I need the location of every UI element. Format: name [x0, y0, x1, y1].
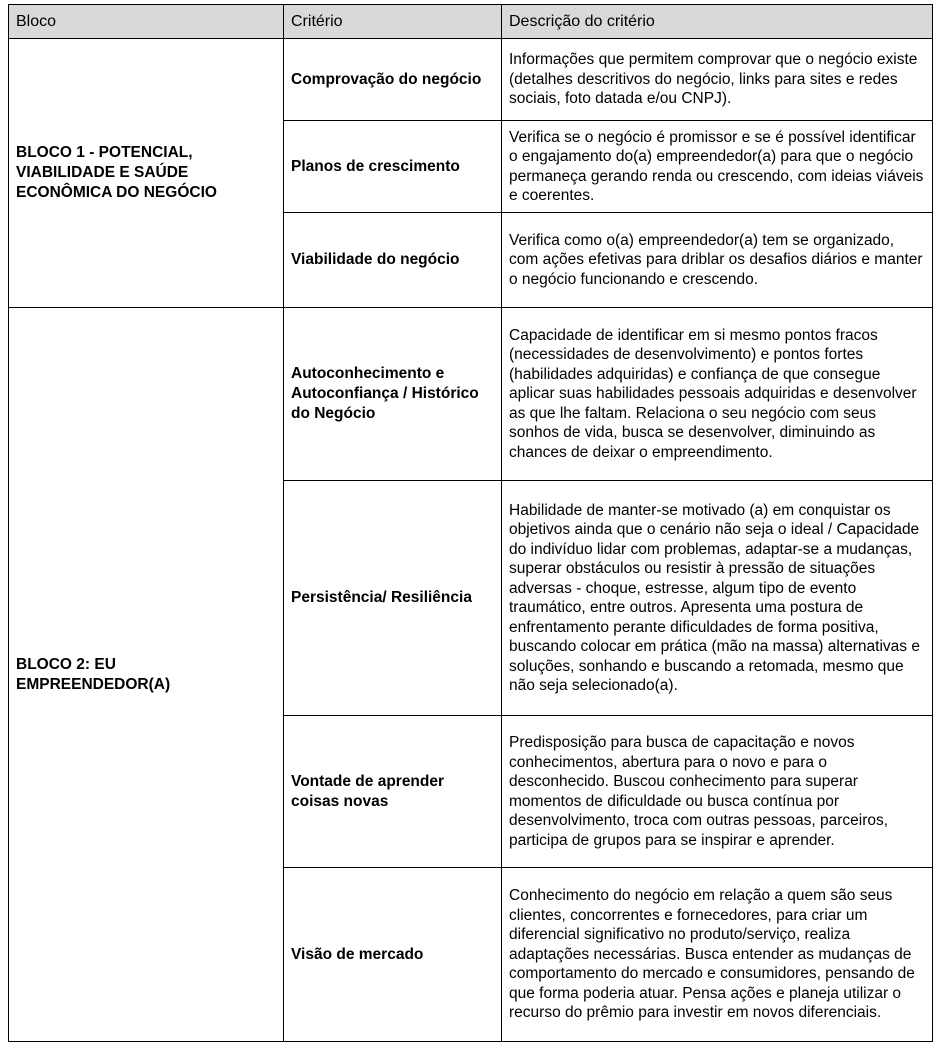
criterion-name: Viabilidade do negócio: [284, 213, 502, 308]
criterion-description: Verifica como o(a) empreendedor(a) tem se organizado, com ações efetivas para driblar os desafios diários e manter o negócio funcionando e crescendo.: [502, 213, 933, 308]
criterion-name: Persistência/ Resiliência: [284, 481, 502, 716]
table-row: [9, 39, 933, 121]
header-bloco: Bloco: [9, 5, 284, 39]
criteria-table: [8, 4, 933, 1042]
criterion-name: Visão de mercado: [284, 868, 502, 1042]
header-descricao: Descrição do critério: [502, 5, 933, 39]
criterion-name: Comprovação do negócio: [284, 39, 502, 121]
criterion-description: Predisposição para busca de capacitação e novos conhecimentos, abertura para o novo e para o desconhecido. Buscou conhecimento para superar momentos de dificuldade ou busca contínua por desenvolvimento, troca com outras pessoas, parceiros, participa de grupos para se inspirar e aprender.: [502, 716, 933, 868]
block-2-name: BLOCO 2: EU EMPREENDEDOR(A): [9, 308, 284, 1042]
criterion-name: Planos de crescimento: [284, 121, 502, 213]
criterion-description: Informações que permitem comprovar que o negócio existe (detalhes descritivos do negócio, links para sites e redes sociais, foto datada e/ou CNPJ).: [502, 39, 933, 121]
criterion-name: Vontade de aprender coisas novas: [284, 716, 502, 868]
table-header-row: [9, 5, 933, 39]
criterion-description: Habilidade de manter-se motivado (a) em conquistar os objetivos ainda que o cenário não seja o ideal / Capacidade do indivíduo lidar com problemas, adaptar-se a mudanças, superar obstáculos ou resistir à pressão de situações adversas - choque, estresse, algum tipo de evento traumático, entre outros. Apresenta uma postura de enfrentamento perante dificuldades de forma positiva, buscando colocar em prática (mão na massa) alternativas e soluções, sonhando e buscando a retomada, mesmo que não seja selecionado(a).: [502, 481, 933, 716]
block-1-name: BLOCO 1 - POTENCIAL, VIABILIDADE E SAÚDE ECONÔMICA DO NEGÓCIO: [9, 39, 284, 308]
criterion-description: Capacidade de identificar em si mesmo pontos fracos (necessidades de desenvolvimento) e pontos fortes (habilidades adquiridas) e confiança de que consegue aplicar suas habilidades pessoais adquiridas e desenvolver as que lhe faltam. Relaciona o seu negócio com seus sonhos de vida, busca se desenvolver, diminuindo as chances de deixar o empreendimento.: [502, 308, 933, 481]
criterion-description: Verifica se o negócio é promissor e se é possível identificar o engajamento do(a) empreendedor(a) para que o negócio permaneça gerando renda ou crescendo, com ideias viáveis e coerentes.: [502, 121, 933, 213]
criterion-name: Autoconhecimento e Autoconfiança / Histórico do Negócio: [284, 308, 502, 481]
table-row: [9, 308, 933, 481]
header-criterio: Critério: [284, 5, 502, 39]
criterion-description: Conhecimento do negócio em relação a quem são seus clientes, concorrentes e fornecedores, para criar um diferencial significativo no produto/serviço, realiza adaptações necessárias. Busca entender as mudanças de comportamento do mercado e consumidores, pensando de que forma poderia atuar. Pensa ações e planeja utilizar o recurso do prêmio para investir em novos diferenciais.: [502, 868, 933, 1042]
